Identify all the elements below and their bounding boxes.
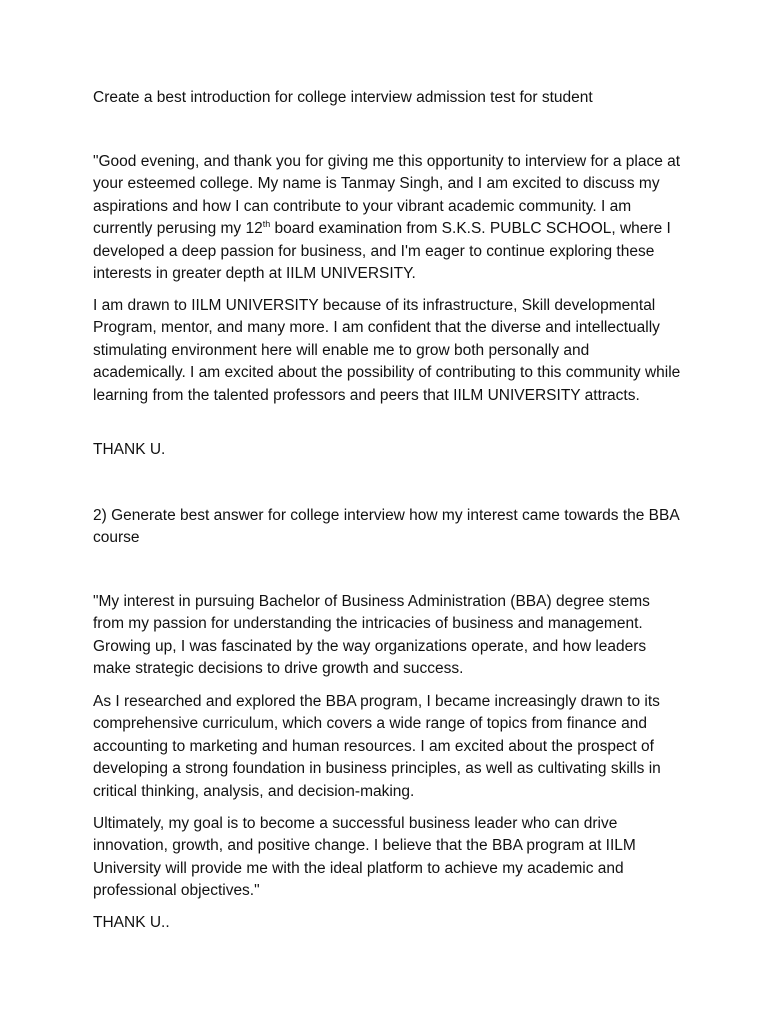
bba-answer-closing: THANK U.. (93, 914, 170, 931)
prompt-2-heading: 2) Generate best answer for college interview how my interest came towards the BBA course (93, 507, 679, 547)
intro-text-after-superscript: board examination from S.K.S. PUBLC SCHOOL, where I developed a deep passion for business, and I'm eager to continue exploring these interests in greater depth at IILM UNIVERSITY. (93, 220, 671, 283)
ordinal-superscript: th (262, 219, 271, 230)
introduction-paragraph-1 (93, 151, 683, 285)
bba-answer-paragraph-1: "My interest in pursuing Bachelor of Business Administration (BBA) degree stems from my passion for understanding the intricacies of business and management. Growing up, I was fascinated by the way organizations operate, and how leaders make strategic decisions to drive growth and success. (93, 593, 650, 678)
bba-answer-paragraph-2: As I researched and explored the BBA program, I became increasingly drawn to its comprehensive curriculum, which covers a wide range of topics from finance and accounting to marketing and human resources. I am excited about the prospect of developing a strong foundation in business principles, as well as cultivating skills in critical thinking, analysis, and decision-making. (93, 693, 661, 800)
intro-text-before-superscript: "Good evening, and thank you for giving me this opportunity to interview for a place at your esteemed college. My name is Tanmay Singh, and I am excited to discuss my aspirations and how I can contribute to your vibrant academic community. I am currently perusing my 12 (93, 153, 681, 238)
prompt-1-heading: Create a best introduction for college interview admission test for student (93, 89, 593, 106)
introduction-paragraph-2: I am drawn to IILM UNIVERSITY because of its infrastructure, Skill developmental Program, mentor, and many more. I am confident that the diverse and intellectually stimulating environment here will enable me to grow both personally and academically. I am excited about the possibility of contributing to this community while learning from the talented professors and peers that IILM UNIVERSITY attracts. (93, 297, 681, 404)
introduction-closing: THANK U. (93, 441, 166, 458)
bba-answer-paragraph-3: Ultimately, my goal is to become a successful business leader who can drive innovation, growth, and positive change. I believe that the BBA program at IILM University will provide me with the ideal platform to achieve my academic and professional objectives." (93, 815, 636, 900)
